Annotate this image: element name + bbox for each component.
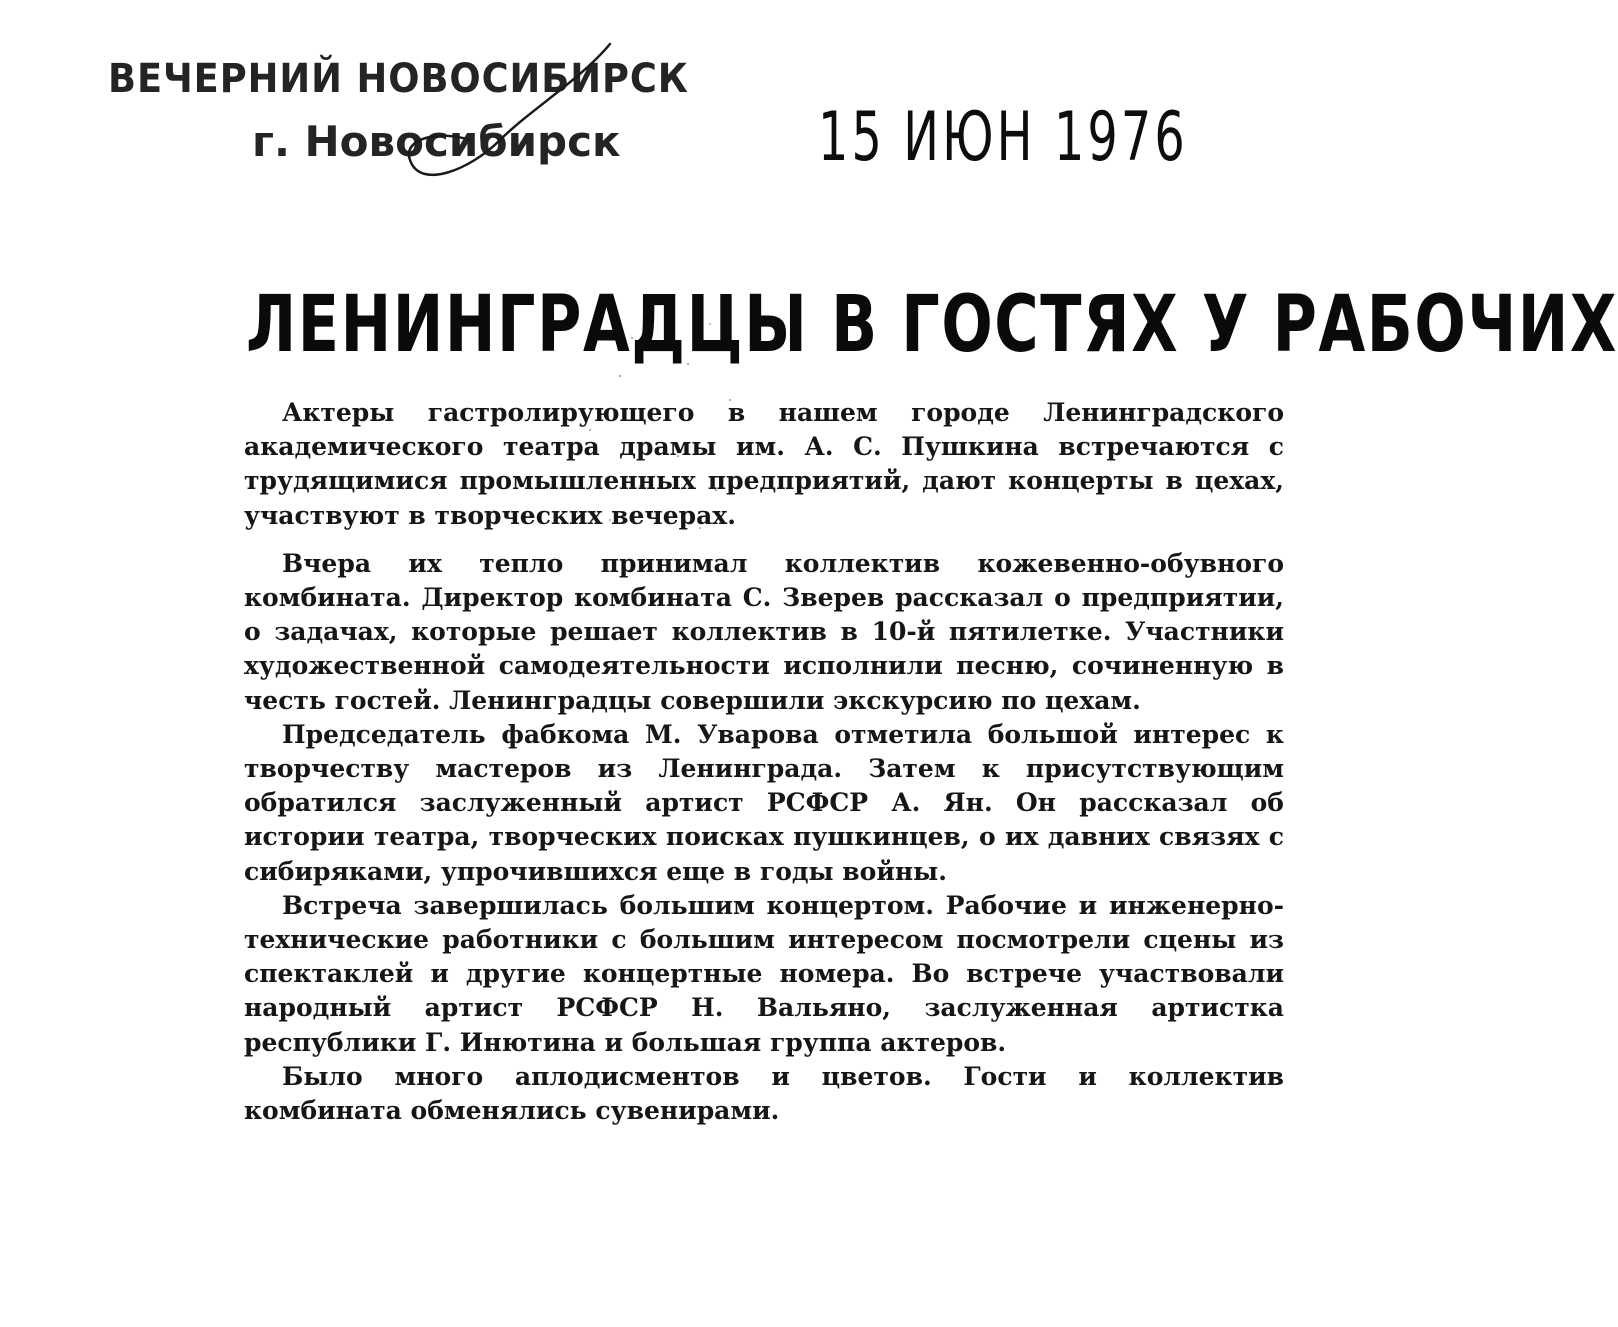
article-body [244,396,1284,1128]
article-paragraph: Председатель фабкома М. Уварова отметила большой интерес к творчеству мастеров из Ленинграда. Затем к присутствующим обратился заслуженный артист РСФСР А. Ян. Он рассказал об истории театра, творческих поисках пушкинцев, о их давних связях с сибиряками, упрочившихся еще в годы войны. [244,719,1284,886]
article-headline: ЛЕНИНГРАДЦЫ В ГОСТЯХ У РАБОЧИХ [246,280,1618,370]
article-paragraph: Встреча завершилась большим концертом. Рабочие и инженерно-технические работники с большим интересом посмотрели сцены из спектаклей и другие концертные номера. Во встрече участвовали народный артист РСФСР Н. Вальяно, заслуженная артистка республики Г. Инютина и большая группа актеров. [244,890,1284,1057]
date-stamp: 15 ИЮН 1976 [818,98,1188,177]
article-paragraph: Вчера их тепло принимал коллектив кожевенно-обувного комбината. Директор комбината С. Зверев рассказал о предприятии, о задачах, которые решает коллектив в 10-й пятилетке. Участники художественной самодеятельности исполнили песню, сочиненную в честь гостей. Ленинградцы совершили экскурсию по цехам. [244,548,1284,715]
handwritten-mark [380,40,640,210]
article-paragraph: Актеры гастролирующего в нашем городе Ленинградского академического театра драмы им. А. С. Пушкина встречаются с трудящимися промышленных предприятий, дают концерты в цехах, участвуют в творческих вечерах. [244,398,1284,530]
newspaper-stamp: ВЕЧЕРНИЙ НОВОСИБИРСК [108,56,689,102]
city-stamp: г. Новосибирск [252,117,621,166]
article-paragraph: Было много аплодисментов и цветов. Гости и коллектив комбината обменялись сувенирами. [244,1061,1284,1126]
